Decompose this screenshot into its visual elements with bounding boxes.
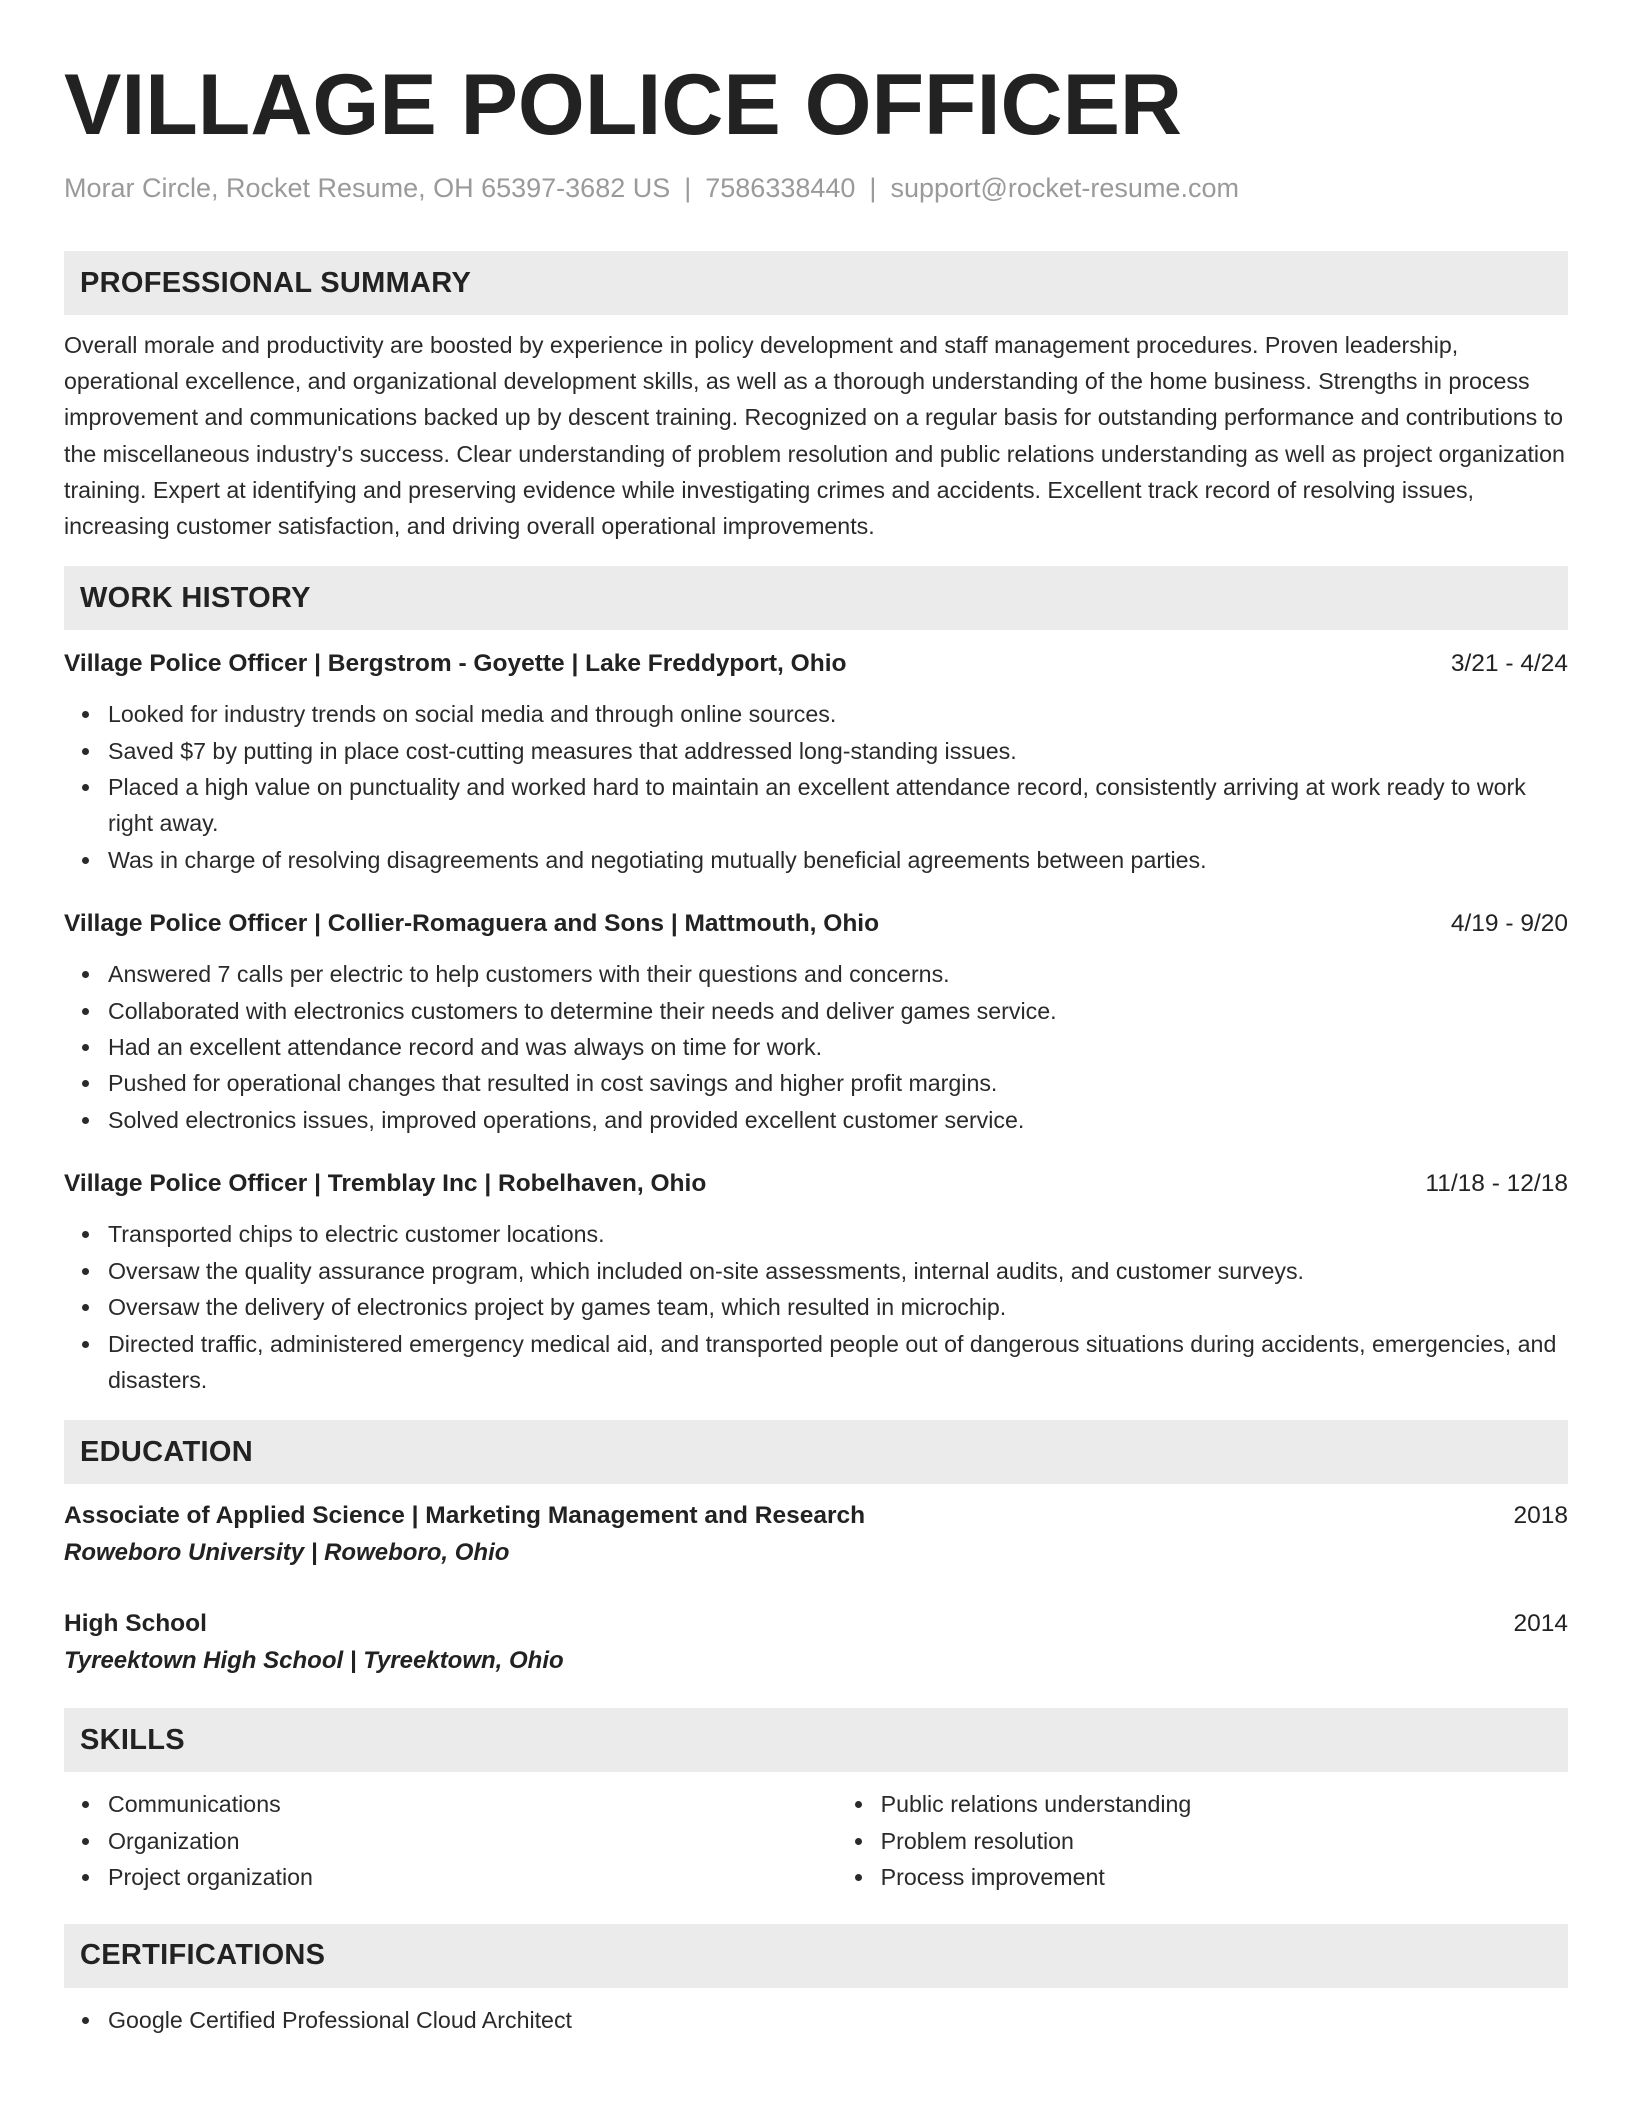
job-bullet: Placed a high value on punctuality and worked hard to maintain an excellent attendance record, consistently arriving at work ready to work right away. (108, 769, 1568, 842)
section-header-skills: SKILLS (64, 1708, 1568, 1772)
job-bullet: Was in charge of resolving disagreements and negotiating mutually beneficial agreements between parties. (108, 842, 1568, 878)
contact-separator: | (684, 173, 692, 203)
job-header (64, 906, 1568, 942)
skills-list-right (837, 1786, 1568, 1895)
job-bullet-list (64, 696, 1568, 878)
education-year: 2018 (1513, 1502, 1568, 1530)
contact-phone: 7586338440 (705, 173, 856, 203)
skills-list-left (64, 1786, 837, 1895)
education-degree: High School (64, 1610, 207, 1638)
section-header-education: EDUCATION (64, 1420, 1568, 1484)
education-year: 2014 (1513, 1610, 1568, 1638)
job-header (64, 646, 1568, 682)
job-bullet: Collaborated with electronics customers to determine their needs and deliver games service. (108, 993, 1568, 1029)
skill-item: Organization (108, 1823, 837, 1859)
education-entry (64, 1498, 1568, 1572)
job-bullet: Directed traffic, administered emergency medical aid, and transported people out of dangerous situations during accidents, emergencies, and disasters. (108, 1326, 1568, 1399)
education-entry (64, 1606, 1568, 1680)
resume-page (64, 50, 1568, 2038)
contact-email: support@rocket-resume.com (890, 173, 1239, 203)
skill-item: Communications (108, 1786, 837, 1822)
job-bullet-list (64, 1216, 1568, 1398)
skills-grid (64, 1786, 1568, 1895)
job-title: Village Police Officer | Collier-Romaguera and Sons | Mattmouth, Ohio (64, 910, 880, 938)
skill-item: Public relations understanding (881, 1786, 1568, 1822)
job-bullet: Pushed for operational changes that resulted in cost savings and higher profit margins. (108, 1065, 1568, 1101)
education-header (64, 1498, 1568, 1534)
section-header-summary: PROFESSIONAL SUMMARY (64, 251, 1568, 315)
job-bullet: Had an excellent attendance record and was always on time for work. (108, 1029, 1568, 1065)
contact-line (64, 168, 1568, 208)
job-bullet-list (64, 956, 1568, 1138)
job-entry (64, 906, 1568, 1138)
education-header (64, 1606, 1568, 1642)
job-bullet: Answered 7 calls per electric to help customers with their questions and concerns. (108, 956, 1568, 992)
job-entry (64, 1166, 1568, 1398)
job-title: Village Police Officer | Bergstrom - Goyette | Lake Freddyport, Ohio (64, 650, 847, 678)
job-bullet: Looked for industry trends on social media and through online sources. (108, 696, 1568, 732)
job-bullet: Oversaw the delivery of electronics project by games team, which resulted in microchip. (108, 1289, 1568, 1325)
summary-text: Overall morale and productivity are boosted by experience in policy development and staff management procedures. Proven leadership, operational excellence, and organizational development skills, as well as a thorough understanding of the home business. Strengths in process improvement and communications backed up by descent training. Recognized on a regular basis for outstanding performance and contributions to the miscellaneous industry's success. Clear understanding of problem resolution and public relations understanding as well as project organization training. Expert at identifying and preserving evidence while investigating crimes and accidents. Excellent track record of resolving issues, increasing customer satisfaction, and driving overall operational improvements. (64, 332, 1565, 540)
candidate-name: VILLAGE POLICE OFFICER (64, 57, 1183, 153)
job-entry (64, 646, 1568, 878)
job-bullet: Saved $7 by putting in place cost-cutting measures that addressed long-standing issues. (108, 733, 1568, 769)
job-bullet: Oversaw the quality assurance program, which included on-site assessments, internal audits, and customer surveys. (108, 1253, 1568, 1289)
section-header-certifications: CERTIFICATIONS (64, 1924, 1568, 1988)
education-school: Roweboro University | Roweboro, Ohio (64, 1539, 510, 1567)
education-degree: Associate of Applied Science | Marketing Management and Research (64, 1502, 866, 1530)
contact-address: Morar Circle, Rocket Resume, OH 65397-3682 US (64, 173, 671, 203)
job-title: Village Police Officer | Tremblay Inc | Robelhaven, Ohio (64, 1170, 707, 1198)
certifications-list (64, 2002, 1568, 2038)
contact-separator: | (869, 173, 877, 203)
skill-item: Problem resolution (881, 1823, 1568, 1859)
skill-item: Project organization (108, 1859, 837, 1895)
job-dates: 3/21 - 4/24 (1450, 650, 1568, 678)
job-dates: 4/19 - 9/20 (1450, 910, 1568, 938)
job-dates: 11/18 - 12/18 (1425, 1170, 1568, 1198)
job-bullet: Solved electronics issues, improved operations, and provided excellent customer service. (108, 1102, 1568, 1138)
job-bullet: Transported chips to electric customer locations. (108, 1216, 1568, 1252)
job-header (64, 1166, 1568, 1202)
section-header-work-history: WORK HISTORY (64, 566, 1568, 630)
certification-item: Google Certified Professional Cloud Architect (108, 2002, 1568, 2038)
education-school: Tyreektown High School | Tyreektown, Ohio (64, 1647, 564, 1675)
skill-item: Process improvement (881, 1859, 1568, 1895)
